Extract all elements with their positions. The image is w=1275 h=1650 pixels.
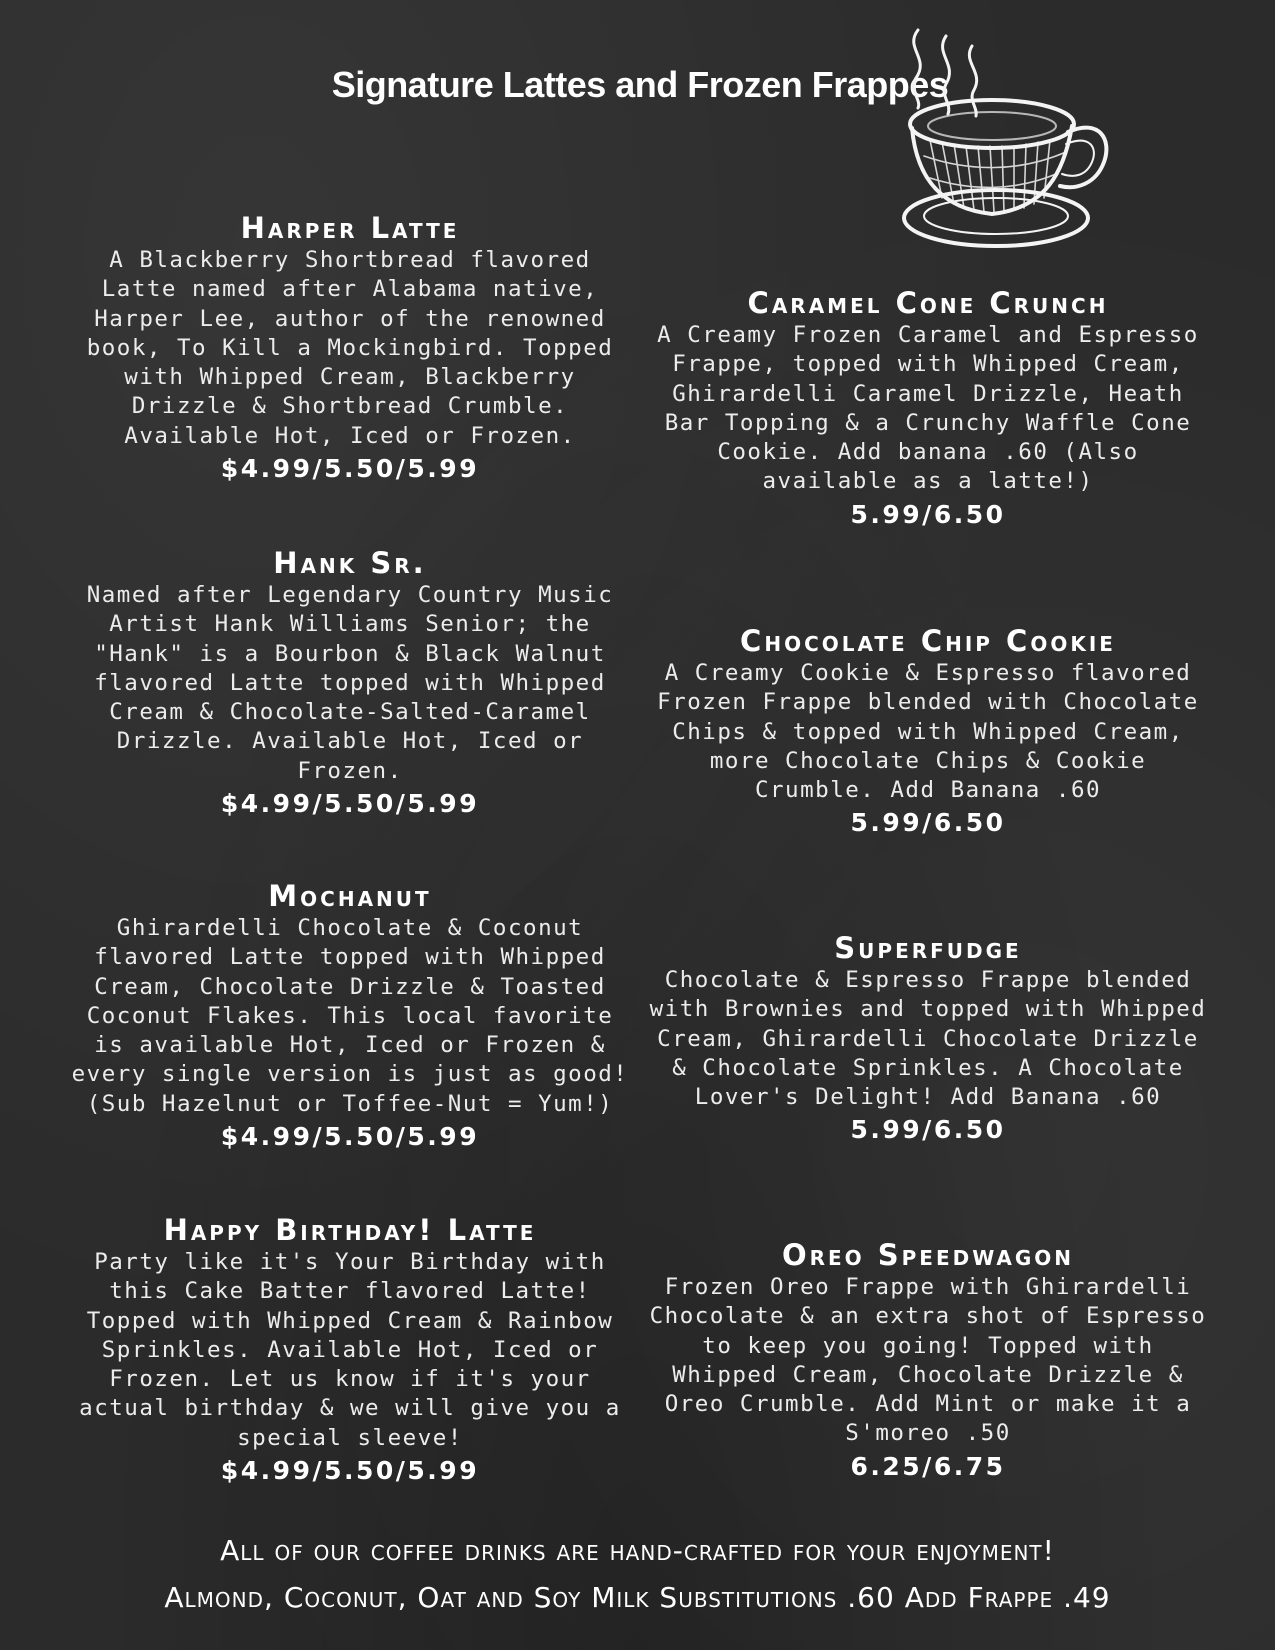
menu-item-chocolate-chip-cookie [648,623,1208,841]
item-price: 5.99/6.50 [850,499,1006,529]
item-description: Chocolate & Espresso Frappe blended with Brownies and topped with Whipped Cream, Ghirardelli Chocolate Drizzle & Chocolate Sprinkles. A Chocolate Lover's Delight! Add Banana .60 [649,967,1207,1111]
item-name: Superfudge [834,931,1022,965]
menu-item-superfudge [648,930,1208,1148]
menu-item-oreo-speedwagon [648,1237,1208,1485]
item-price: $4.99/5.50/5.99 [220,1122,480,1152]
item-price: 6.25/6.75 [850,1451,1006,1481]
coffee-cup-icon [900,22,1116,262]
item-description: Ghirardelli Chocolate & Coconut flavored Latte topped with Whipped Cream, Chocolate Drizzle & Toasted Coconut Flakes. This local favorite is available Hot, Iced or Frozen & every single version is just as good! (Sub Hazelnut or Toffee-Nut = Yum!) [71,915,629,1117]
page-title: Signature Lattes and Frozen Frappes [331,64,949,105]
item-name: Oreo Speedwagon [781,1238,1075,1272]
footer-substitutions: Almond, Coconut, Oat and Soy Milk Substitutions .60 Add Frappe .49 [164,1581,1111,1614]
item-description: A Creamy Frozen Caramel and Espresso Frappe, topped with Whipped Cream, Ghirardelli Caramel Drizzle, Heath Bar Topping & a Crunchy Waffle Cone Cookie. Add banana .60 (Also available as a latte!) [657,322,1199,495]
item-description: Frozen Oreo Frappe with Ghirardelli Chocolate & an extra shot of Espresso to keep you going! Topped with Whipped Cream, Chocolate Drizzle & Oreo Crumble. Add Mint or make it a S'moreo .50 [649,1274,1207,1447]
item-description: A Creamy Cookie & Espresso flavored Frozen Frappe blended with Chocolate Chips & topped with Whipped Cream, more Chocolate Chips & Cookie Crumble. Add Banana .60 [657,660,1199,804]
item-name: Happy Birthday! Latte [163,1213,537,1247]
item-name: Chocolate Chip Cookie [740,624,1116,658]
item-name: Mochanut [268,879,432,913]
item-description: Named after Legendary Country Music Artist Hank Williams Senior; the "Hank" is a Bourbon & Black Walnut flavored Latte topped with Whipped Cream & Chocolate-Salted-Caramel Drizzle. Available Hot, Iced or Frozen. [86,582,614,784]
item-name: Harper Latte [240,211,460,245]
item-description: Party like it's Your Birthday with this Cake Batter flavored Latte! Topped with Whipped Cream & Rainbow Sprinkles. Available Hot, Iced or Frozen. Let us know if it's your actual birthday & we will give you a special sleeve! [79,1249,621,1451]
item-name: Caramel Cone Crunch [747,286,1109,320]
item-description: A Blackberry Shortbread flavored Latte named after Alabama native, Harper Lee, author of the renowned book, To Kill a Mockingbird. Topped with Whipped Cream, Blackberry Drizzle & Shortbread Crumble. Available Hot, Iced or Frozen. [86,247,614,449]
menu-item-caramel-cone-crunch [648,285,1208,533]
menu-item-happy-birthday-latte [70,1212,630,1489]
item-price: $4.99/5.50/5.99 [220,789,480,819]
footer-note: All of our coffee drinks are hand-crafted for your enjoyment! [220,1534,1055,1567]
item-price: 5.99/6.50 [850,808,1006,838]
item-name: Hank Sr. [273,546,427,580]
item-price: $4.99/5.50/5.99 [220,1456,480,1486]
menu-item-harper-latte [70,210,630,487]
menu-item-hank-sr [70,545,630,822]
item-price: $4.99/5.50/5.99 [220,454,480,484]
menu-item-mochanut [70,878,630,1155]
item-price: 5.99/6.50 [850,1115,1006,1145]
